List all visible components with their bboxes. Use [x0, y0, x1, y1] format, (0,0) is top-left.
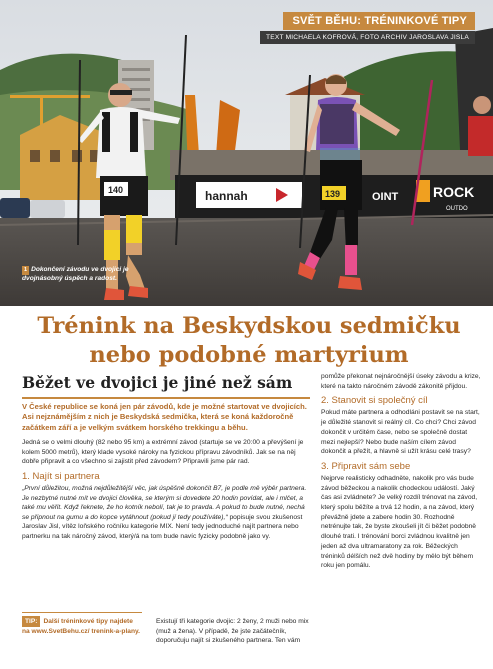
banner-outdo: OUTDO [446, 206, 468, 212]
banner-hannah: hannah [205, 189, 248, 203]
tip-top-rule [22, 612, 142, 613]
lead-paragraph: V České republice se koná jen pár závodů, kde je možné startovat ve dvojicích. Asi nejznámějším z nich je Beskydská sedmička, která se koná každoročně začátkem září a je velkým svátkem horského trekkingu a běhu. [22, 402, 307, 432]
section1-quote: „První důležitou, možná nejdůležitější věc, jak úspěšně dokončit B7, je podle mě výběr partnera. Je nezbytné nutné mít ve dvojici člověka, se kterým si dovedete 20 hodin povídat, ale i mlčet, a také mu věřit. Když řeknete, že ho kotník nebolí, tak je to pravda. A pokud to bude nutné, nechá se připnout na gumu a do kopce vytáhnout (pokud jí tedy používáte),“ [22, 485, 307, 521]
caption-text: Dokončení závodu ve dvojici je dvojnásobný úspěch a radost. [22, 266, 129, 282]
section2-heading: 2. Stanovit si společný cíl [321, 395, 428, 407]
author-credit: TEXT MICHAELA KOFROVÁ, FOTO ARCHIV JAROSLAVA JISLA [260, 31, 475, 44]
tip-box [22, 616, 142, 636]
section1-rest: popisuje svou zkušenost Jaroslav Jisl, vítěz loňského ročníku kategorie MIX. Není tedy jednoduché najít partnera nebo partnerku na tak náročný závod, který/á na tom bude navíc fyzicky podobně jako vy. [22, 513, 303, 540]
intro-paragraph: Jedná se o velmi dlouhý (82 nebo 95 km) a extrémní závod (startuje se ve 20:00 a převýšení je kolem 5000 metrů), který klade vysoké nároky na fyzickou přípravu závodníků. Jak se na něj dobře připravit a co všechno si zajistit před závodem? Připravili jsme pár rad. [22, 439, 304, 466]
bib-number-right: 139 [325, 189, 341, 199]
photo-illustration [0, 0, 493, 306]
subtitle-rule [22, 397, 310, 399]
section3-paragraph: Nejprve realisticky odhadněte, nakolik pro vás bude závod běžeckou a nakolik chodeckou událostí. Jaký čas asi zvládnete? Je velký rozdíl trénovat na závod, který spolu běžíte a trvá 12 hodin, a na závod, který převážně jdete a zabere hodin 30. Rozhodně netrénujte tak, že byste zkoušeli jít či běžet podobně dlouhé trati. I trénování borci zvládnou kvalitně jen jeden až dva ultramaratony za rok. Běžeckých tréninků délších než dvě hodiny by mělo být během roku jen pomálu. [321, 474, 478, 570]
right-column [321, 372, 481, 575]
tip-link-text[interactable]: Další tréninkové tipy najdete na www.SvetBehu.cz/ trenink-a-plany. [22, 618, 140, 636]
photo-caption [22, 266, 142, 283]
section2-paragraph: Pokud máte partnera a odhodláni postavit se na start, je důležité stanovit si reálný cíl. Co chci? Chci závod dokončit v určitém čase, nebo se společně dostat mezi nejlepší? Nebo bude naším cílem závod dokončit a přežít, a hlavně si užít krásu celé trasy? [321, 409, 480, 456]
right-intro-paragraph: pomůže překonat nejnáročnější úseky závodu a krize, které na takto náročném závodě zákonitě přijdou. [321, 373, 481, 390]
section-label: SVĚT BĚHU: TRÉNINKOVÉ TIPY [283, 12, 476, 30]
banner-rock: ROCK [433, 184, 475, 200]
section3-heading: 3. Připravit sám sebe [321, 460, 411, 472]
caption-number: 1 [24, 267, 28, 273]
bottom-mid-paragraph: Existují tři kategorie dvojic: 2 ženy, 2 muži nebo mix (muž a žena). V případě, že jste začátečník, doporučuju najít si zkušeného partnera. Ten vám [156, 618, 309, 645]
article-title: Trénink na Beskydskou sedmičku nebo podobné martyrium [37, 313, 461, 368]
section1-quote-block [22, 484, 310, 542]
section1-heading: 1. Najít si partnera [22, 471, 100, 482]
bib-number-left: 140 [108, 185, 124, 195]
left-column [22, 402, 310, 546]
tip-tag: TIP: [22, 616, 40, 627]
article-subtitle: Běžet ve dvojici je jiné než sám [22, 373, 293, 392]
banner-oint: OINT [372, 191, 399, 203]
hero-photo [0, 0, 493, 306]
